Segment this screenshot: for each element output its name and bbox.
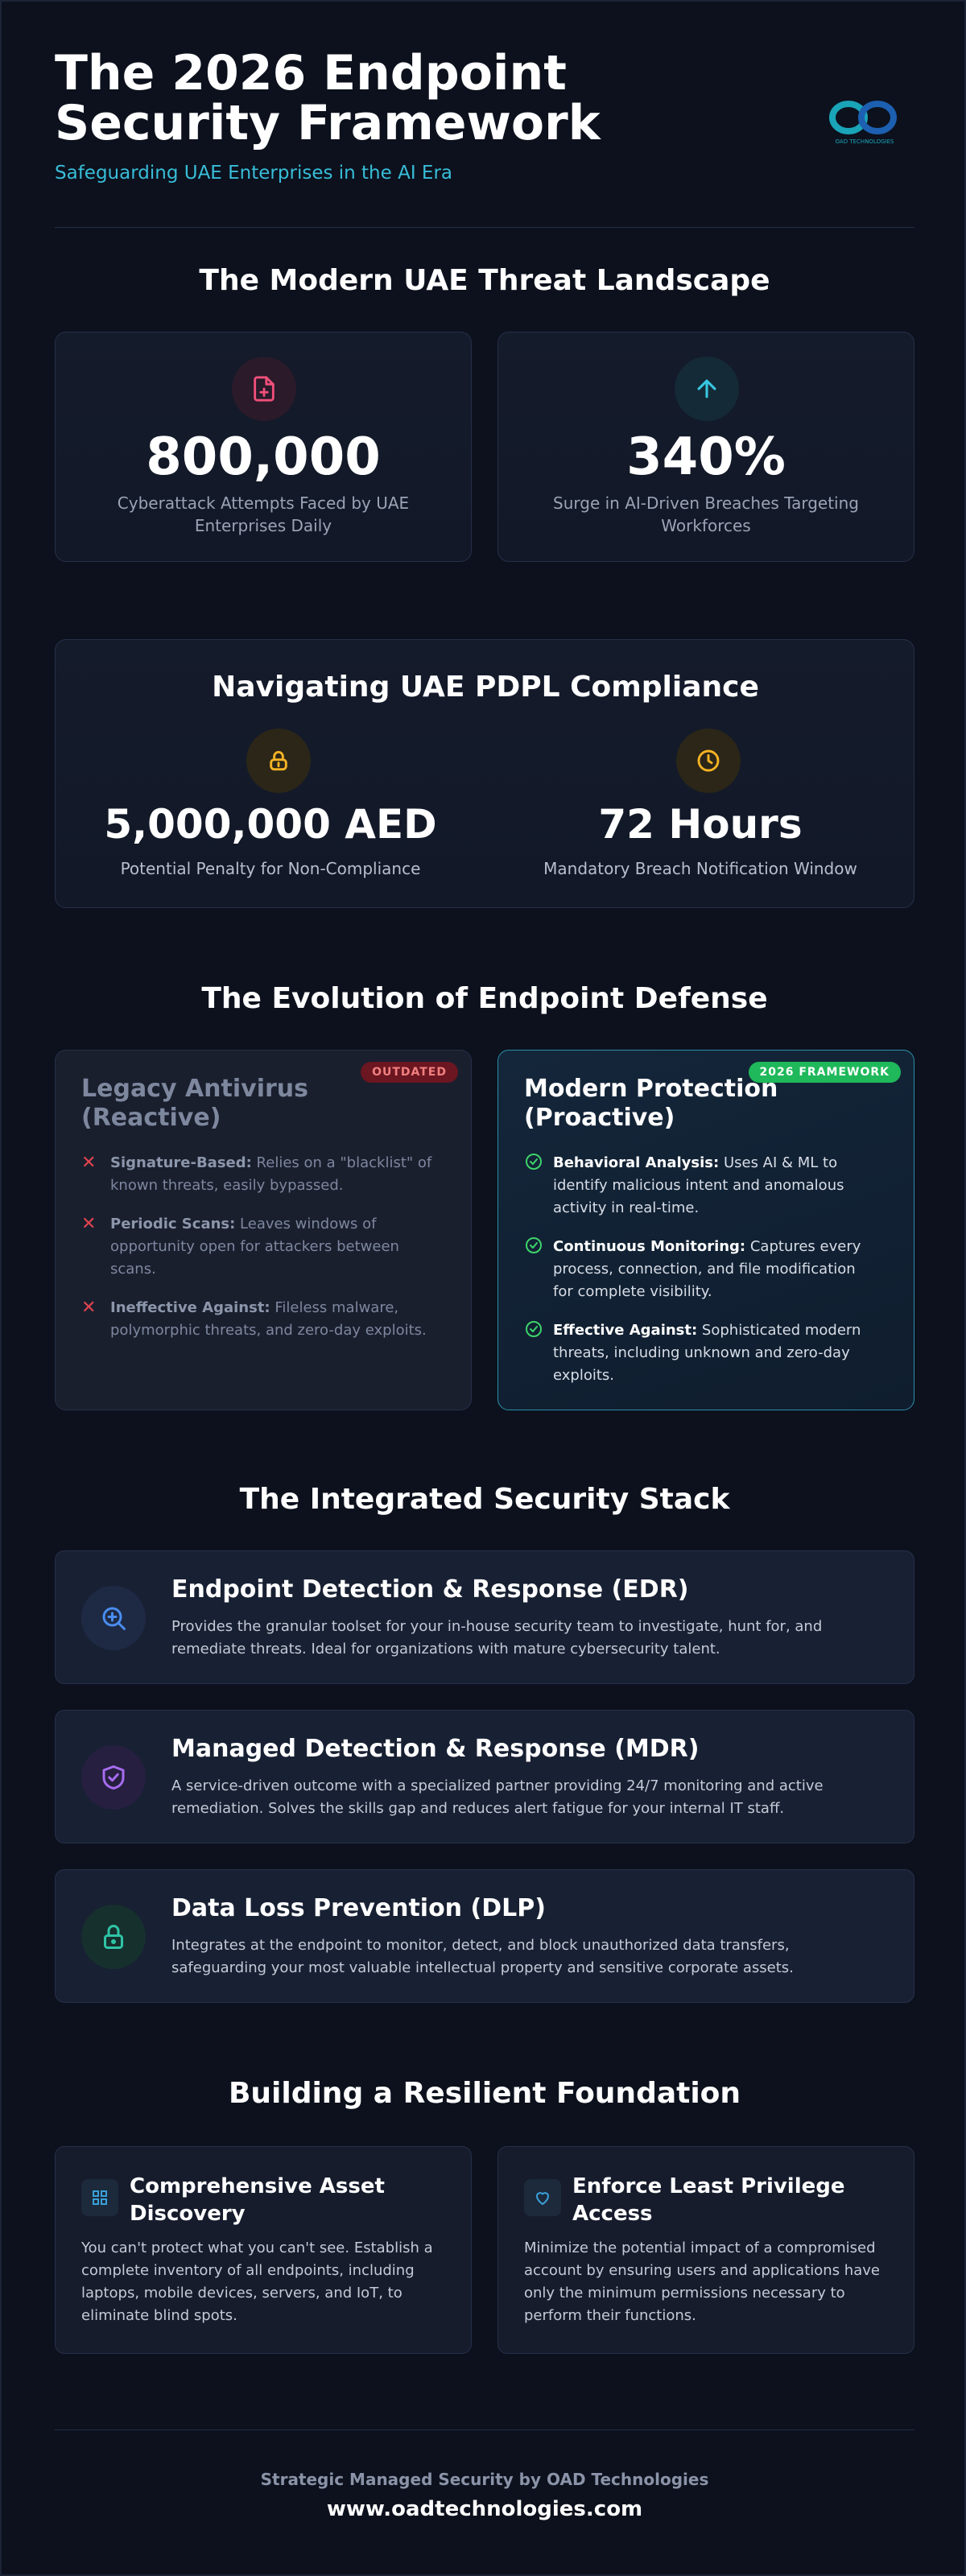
stack-title: Endpoint Detection & Response (EDR): [171, 1575, 689, 1604]
foundation-desc: Minimize the potential impact of a compromised account by ensuring users and applications have only the minimum permissions necessary to perform their functions.: [524, 2240, 880, 2324]
item-label: Continuous Monitoring:: [553, 1238, 746, 1255]
item-text: Relies on a "blacklist" of known threats, easily bypassed.: [110, 1154, 432, 1194]
item-label: Effective Against:: [553, 1322, 698, 1339]
stat-value: 72 Hours: [598, 801, 803, 848]
stat-label: Cyberattack Attempts Faced by UAE Enterprises Daily: [117, 493, 410, 535]
check-circle-icon: [524, 1319, 553, 1387]
stat-value: 5,000,000 AED: [104, 801, 437, 848]
stack-card-edr: [55, 1550, 914, 1684]
shield-check-icon: [81, 1745, 146, 1810]
foundation-section-title: Building a Resilient Foundation: [228, 2077, 741, 2110]
item-text: Fileless malware, polymorphic threats, and zero-day exploits.: [110, 1299, 427, 1339]
threat-stat-card: [55, 332, 472, 562]
search-plus-icon: [81, 1586, 146, 1650]
stat-label: Mandatory Breach Notification Window: [543, 859, 857, 878]
list-item: [524, 1319, 878, 1387]
compliance-stat: [56, 729, 485, 890]
stat-label: Potential Penalty for Non-Compliance: [120, 859, 421, 878]
file-alert-icon: [232, 357, 296, 421]
modern-list: [524, 1152, 878, 1403]
stack-desc: Provides the granular toolset for your in-house security team to investigate, hunt for, and remediate threats. Ideal for organizations with mature cybersecurity talent.: [171, 1618, 823, 1657]
legacy-title: Legacy Antivirus (Reactive): [81, 1075, 309, 1132]
stat-label: Surge in AI-Driven Breaches Targeting Workforces: [553, 493, 859, 535]
foundation-title: Enforce Least Privilege Access: [572, 2174, 845, 2226]
check-circle-icon: [524, 1152, 553, 1220]
stack-title: Managed Detection & Response (MDR): [171, 1735, 700, 1763]
stack-desc: Integrates at the endpoint to monitor, detect, and block unauthorized data transfers, safeguarding your most valuable intellectual property and sensitive corporate assets.: [171, 1937, 794, 1976]
threat-stat-card: [497, 332, 914, 562]
foundation-title: Comprehensive Asset Discovery: [130, 2174, 385, 2226]
check-circle-icon: [524, 1236, 553, 1303]
padlock-icon: [81, 1905, 146, 1969]
stack-card-mdr: [55, 1710, 914, 1843]
footer-divider: [55, 2429, 914, 2430]
company-logo: [824, 97, 905, 148]
stack-section-title: The Integrated Security Stack: [239, 1483, 730, 1516]
stack-desc: A service-driven outcome with a specialized partner providing 24/7 monitoring and active remediation. Solves the skills gap and reduces alert fatigue for your internal IT staff.: [171, 1777, 824, 1817]
stack-card-dlp: [55, 1869, 914, 2003]
item-text: Leaves windows of opportunity open for attackers between scans.: [110, 1216, 399, 1278]
foundation-desc: You can't protect what you can't see. Establish a complete inventory of all endpoints, including laptops, mobile devices, servers, and IoT, to eliminate blind spots.: [81, 2240, 433, 2324]
foundation-card: [497, 2146, 914, 2354]
compliance-section-title: Navigating UAE PDPL Compliance: [212, 671, 759, 704]
threat-section-title: The Modern UAE Threat Landscape: [199, 264, 770, 297]
item-text: Sophisticated modern threats, including unknown and zero-day exploits.: [553, 1322, 861, 1384]
x-icon: ✕: [81, 1298, 97, 1318]
arrow-up-icon: [675, 357, 739, 421]
legacy-list: [81, 1152, 436, 1358]
evolution-section-title: The Evolution of Endpoint Defense: [201, 982, 768, 1015]
legacy-card: [55, 1050, 472, 1410]
footer-link[interactable]: www.oadtechnologies.com: [326, 2497, 643, 2521]
heart-icon: [524, 2179, 561, 2216]
modern-card: [497, 1050, 914, 1410]
stat-value: 340%: [626, 427, 786, 487]
grid-icon: [81, 2179, 118, 2216]
compliance-card: [55, 639, 914, 908]
list-item: [81, 1213, 436, 1281]
footer-tagline: Strategic Managed Security by OAD Technologies: [260, 2470, 709, 2489]
item-label: Periodic Scans:: [110, 1216, 236, 1232]
item-label: Ineffective Against:: [110, 1299, 270, 1316]
x-icon: ✕: [81, 1214, 97, 1234]
header-divider: [55, 227, 914, 228]
lock-icon: [246, 729, 311, 793]
compliance-stat: [485, 729, 915, 890]
framework-badge: 2026 FRAMEWORK: [749, 1062, 902, 1083]
foundation-card: [55, 2146, 472, 2354]
clock-icon: [676, 729, 741, 793]
list-item: [524, 1152, 878, 1220]
modern-title: Modern Protection (Proactive): [524, 1075, 778, 1132]
item-text: Captures every process, connection, and file modification for complete visibility.: [553, 1238, 861, 1300]
stat-value: 800,000: [146, 427, 381, 487]
list-item: [81, 1297, 436, 1342]
page-title: The 2026 Endpoint Security Framework: [55, 45, 601, 151]
stack-title: Data Loss Prevention (DLP): [171, 1894, 546, 1922]
item-label: Signature-Based:: [110, 1154, 252, 1171]
item-text: Uses AI & ML to identify malicious intent and anomalous activity in real-time.: [553, 1154, 844, 1216]
list-item: [81, 1152, 436, 1197]
logo-text: OAD TECHNOLOGIES: [835, 138, 894, 145]
list-item: [524, 1236, 878, 1303]
x-icon: ✕: [81, 1153, 97, 1173]
item-label: Behavioral Analysis:: [553, 1154, 720, 1171]
outdated-badge: OUTDATED: [361, 1062, 458, 1083]
page-subtitle: Safeguarding UAE Enterprises in the AI Era: [55, 163, 453, 184]
